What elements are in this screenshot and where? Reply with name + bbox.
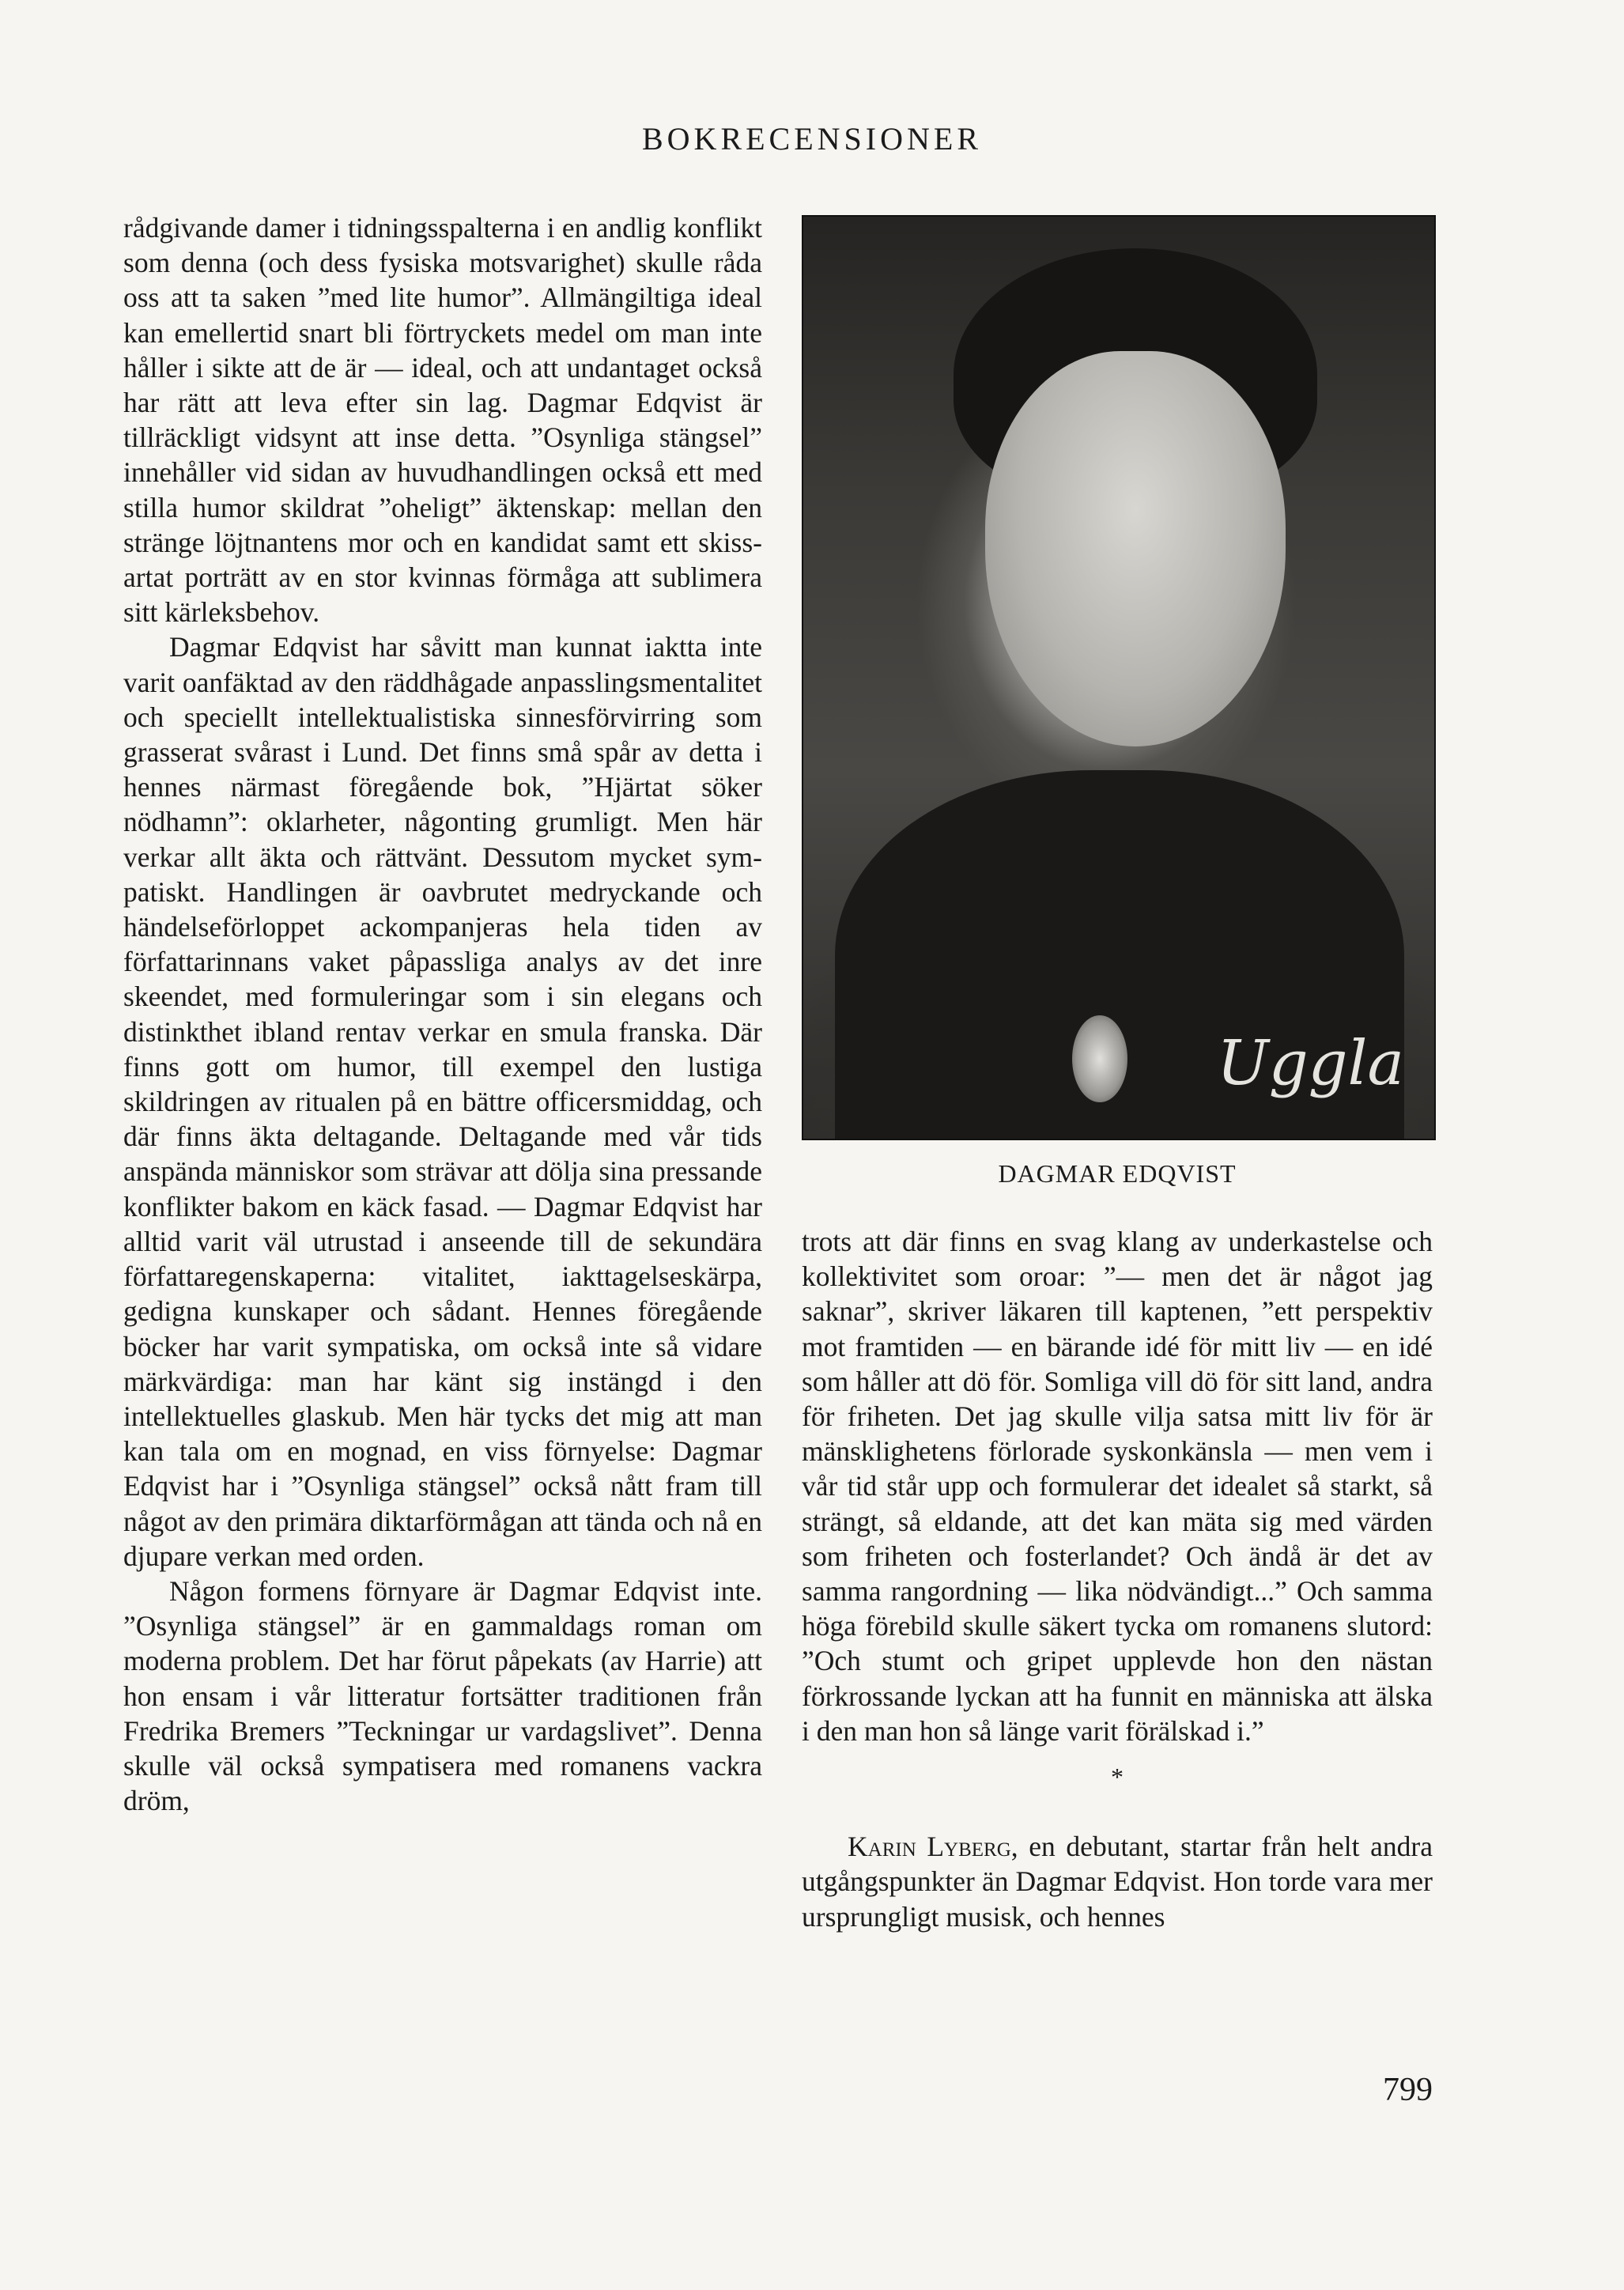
left-column xyxy=(123,210,762,1818)
body-paragraph: rådgivande damer i tidningsspalterna i en andlig konflikt som denna (och dess fysiska motsvarighet) skulle råda oss att ta saken ”med lite humor”. Allmängiltiga ideal kan emellertid snart bli förtryckets medel om man inte håller i sikte att de är — ideal, och att undantaget också har rätt att leva efter sin lag. Dagmar Edqvist är tillräckligt vidsynt att inse detta. ”Osynliga stängsel” innehåller vid sidan av huvudhandlingen också ett med stilla humor skildrat ”oheligt” äktenskap: mellan den stränge löjtnantens mor och en kandidat samt ett skissartat porträtt av en stor kvinnas förmåga att sublimera sitt kärleksbehov. xyxy=(123,212,762,629)
paragraph-text: , en debutant, startar från helt andra utgångspunkter än Dagmar Edqvist. Hon torde vara mer ursprungligt musisk, och hennes xyxy=(802,1831,1433,1933)
running-header: BOKRECENSIONER xyxy=(641,121,983,157)
right-column xyxy=(802,1224,1433,1934)
portrait-brooch xyxy=(1072,1015,1127,1102)
portrait-face xyxy=(985,351,1286,746)
page-number: 799 xyxy=(1383,2072,1433,2108)
reviewed-author-name: Karin Lyberg xyxy=(848,1831,1011,1863)
body-paragraph: Någon formens förnyare är Dagmar Edqvist inte. ”Osynliga stängsel” är en gammaldags roman om moderna problem. Det har förut påpekats (av Harrie) att hon ensam i vår litteratur fortsätter traditionen från Fredrika Bremers ”Teckningar ur vardagslivet”. Denna skulle väl också sympatisera med romanens vackra dröm, xyxy=(123,1574,762,1817)
author-portrait-photo xyxy=(802,215,1436,1140)
body-paragraph: Dagmar Edqvist har såvitt man kunnat iaktta inte varit oanfäktad av den räddhågade anpasslingsmentalitet och speciellt intellektualistiska sinnesförvirring som grasserat svårast i Lund. Det finns små spår av detta i hennes närmast föregående bok, ”Hjärtat söker nödhamn”: oklarheter, någonting grumligt. Men här verkar allt äkta och rättvänt. Dessutom mycket sympatiskt. Handlingen är oavbrutet medryckande och händelseförloppet ackompanjeras hela tiden av författarinnans vaket påpassliga analys av det inre skeendet, med formuleringar som i sin elegans och distinkthet ibland rentav verkar en smula franska. Där finns gott om humor, till exempel den lustiga skildringen av ritualen på en bättre officersmiddag, och där finns äkta deltagande. Deltagande med vår tids anspända människor som strävar att dölja sina pressande konflikter bakom en käck fasad. — Dagmar Edqvist har alltid varit väl utrustad i anseende till de sekundära författaregenskaperna: vitalitet, iakttagelseskärpa, gedigna kunskaper och sådant. Hennes föregående böcker har varit sympatiska, om också inte så vidare märkvärdiga: man har känt sig instängd i den intellektuelles glaskub. Men här tycks det mig att man kan tala om en mognad, en viss förnyelse: Dagmar Edqvist har i ”Osynliga stängsel” också nått fram till något av den primära diktarförmågan att tända och nå en djupare verkan med orden. xyxy=(123,631,762,1572)
body-paragraph xyxy=(802,1829,1433,1934)
photographer-signature: Ugglа xyxy=(1216,1028,1404,1099)
body-paragraph: trots att där finns en svag klang av underkastelse och kollektivitet som oroar: ”— men det är något jag saknar”, skriver läkaren till kaptenen, ”ett perspektiv mot framtiden — en bärande idé för mitt liv — en idé som håller att dö för. Somliga vill dö för sitt land, andra för friheten. Det jag skulle vilja satsa mitt liv för är mänsklighetens förlorade syskonkänsla — men vem i vår tid står upp och formulerar det idealet så starkt, så strängt, så eldande, att det kan mäta sig med värden som friheten och fosterlandet? Och ändå är det av samma rangordning — lika nödvändigt...” Och samma höga förebild skulle säkert tycka om romanens slutord: ”Och stumt och gripet upplevde hon den nästan förkrossande lyckan att ha funnit en människa att älska i den man hon så länge varit förälskad i.” xyxy=(802,1226,1433,1747)
section-separator: * xyxy=(1111,1763,1124,1792)
photo-caption: DAGMAR EDQVIST xyxy=(998,1159,1237,1188)
